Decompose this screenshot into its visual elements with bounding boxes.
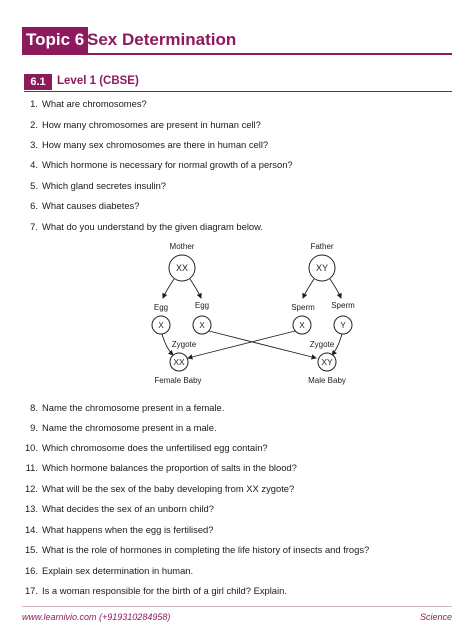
question-10: 10. Which chromosome does the unfertilised egg contain? [24,442,268,453]
section-divider [24,91,452,92]
topic-badge: Topic 6 [22,27,88,53]
egg2-to-male-arrow [209,331,316,358]
father-arrow-right [330,279,341,298]
mother-genotype: XX [175,263,189,273]
question-11: 11. Which hormone balances the proportion of salts in the blood? [25,462,297,473]
question-7: 7. What do you understand by the given diagram below. [30,221,263,232]
spermx-to-female-arrow [188,331,295,358]
zygote-label-male: Zygote [309,340,335,349]
question-2: 2. How many chromosomes are present in human cell? [30,119,261,130]
question-8: 8. Name the chromosome present in a female. [30,402,225,413]
footer-divider [22,606,452,607]
sperm-label-1: Sperm [291,303,315,312]
egg-label-2: Egg [194,301,210,310]
sperm-y: Y [340,321,346,330]
footer-website[interactable]: www.learnivio.com (+919310284958) [22,612,171,622]
topic-title: Sex Determination [87,30,237,49]
topic-divider [22,53,452,55]
male-baby-label: Male Baby [308,376,346,385]
sex-determination-diagram [140,236,370,392]
sperm-x: X [299,321,305,330]
question-16: 16. Explain sex determination in human. [24,565,194,576]
female-baby-label: Female Baby [154,376,202,385]
question-6: 6. What causes diabetes? [30,200,140,211]
egg-x-1: X [158,321,164,330]
footer-subject: Science [419,612,452,622]
egg-label-1: Egg [153,303,169,312]
question-15: 15. What is the role of hormones in completing the life history of insects and frogs? [24,544,370,555]
question-14: 14. What happens when the egg is fertilised? [24,524,214,535]
question-3: 3. How many sex chromosomes are there in human cell? [30,139,269,150]
question-1: 1. What are chromosomes? [30,98,147,109]
question-17: 17. Is a woman responsible for the birth of a girl child? Explain. [24,585,287,596]
section-number-badge: 6.1 [24,74,52,90]
mother-arrow-left [163,279,174,298]
egg-x-2: X [199,321,205,330]
question-13: 13. What decides the sex of an unborn child? [24,503,214,514]
female-zygote-genotype: XX [173,357,185,367]
zygote-label-female: Zygote [171,340,197,349]
father-arrow-left [303,279,314,298]
question-5: 5. Which gland secretes insulin? [30,180,167,191]
sperm-label-2: Sperm [331,301,355,310]
question-12: 12. What will be the sex of the baby developing from XX zygote? [24,483,295,494]
father-label: Father [310,242,334,251]
question-9: 9. Name the chromosome present in a male. [30,422,217,433]
mother-label: Mother [169,242,195,251]
section-title: Level 1 (CBSE) [57,75,139,87]
father-genotype: XY [315,263,329,273]
mother-arrow-right [190,279,201,298]
male-zygote-genotype: XY [321,357,333,367]
question-4: 4. Which hormone is necessary for normal growth of a person? [30,159,293,170]
